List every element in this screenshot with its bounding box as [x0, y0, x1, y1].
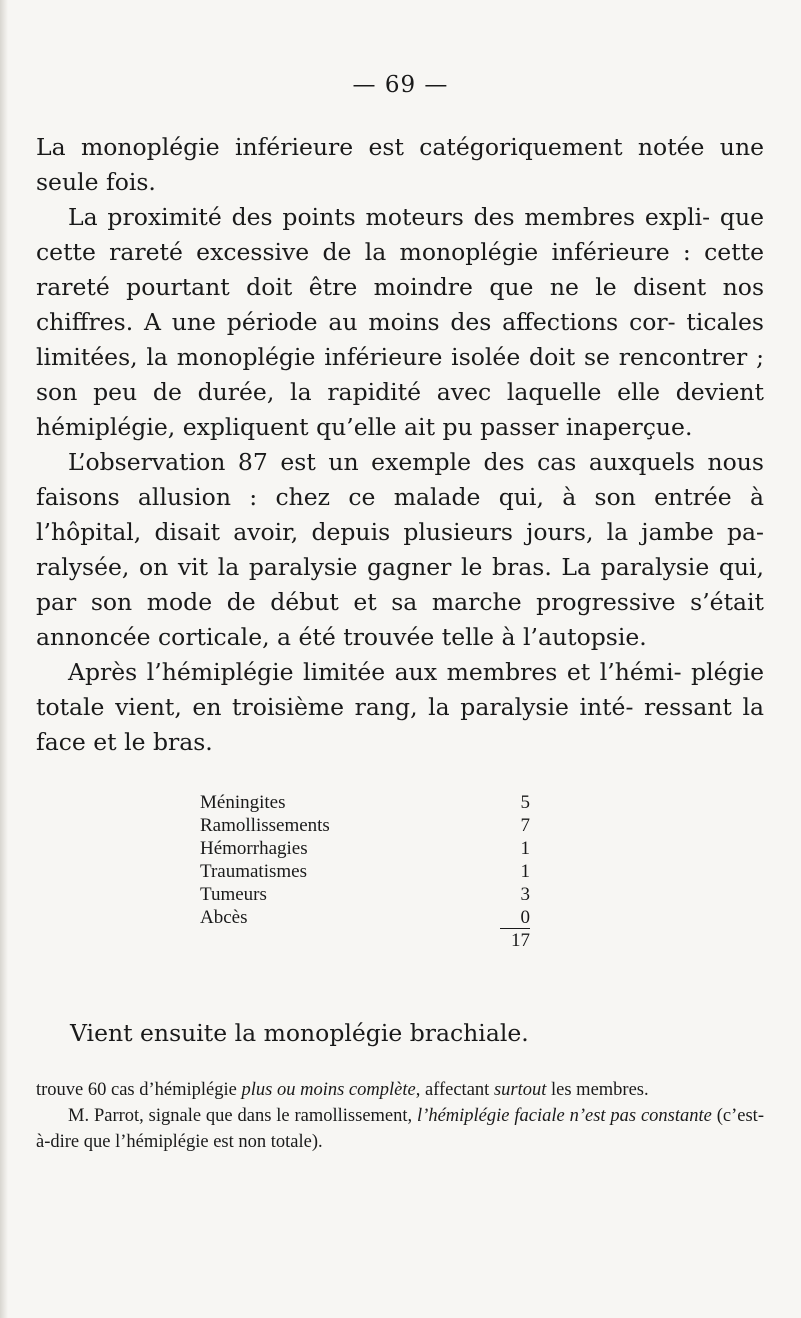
table-row: [200, 906, 530, 929]
footnote: [36, 1077, 764, 1155]
paragraph: L’observation 87 est un exemple des cas auxquels nous faisons allusion : chez ce malade qui, à son entrée à l’hôpital, disait avoir, depuis plusieurs jours, la jambe pa- ralysée, on vit la paralysie gagner le bras. La paralysie qui, par son mode de début et sa marche progressive s’était annoncée corticale, a été trouvée telle à l’autopsie.: [36, 448, 764, 651]
cause-statistics-table: [200, 791, 530, 952]
conclusion-line: Vient ensuite la monoplégie brachiale.: [70, 1019, 529, 1047]
row-label: Ramollissements: [200, 815, 330, 836]
page-edge-shadow: [0, 0, 8, 1318]
footnote-line: [36, 1077, 764, 1103]
row-label: Hémorrhagies: [200, 838, 308, 859]
row-value: 0: [500, 906, 530, 929]
footnote-emphasis: l’hémiplégie faciale n’est pas constante: [417, 1106, 712, 1126]
table-row: [200, 814, 530, 837]
row-label: Abcès: [200, 907, 248, 928]
footnote-text: les membres.: [546, 1080, 649, 1100]
row-value: 3: [520, 884, 530, 905]
row-label: Traumatismes: [200, 861, 307, 882]
table-total: [200, 929, 530, 952]
paragraph: La proximité des points moteurs des membres expli- que cette rareté excessive de la monoplégie inférieure : cette rareté pourtant doit être moindre que ne le disent nos chiffres. A une période au moins des affections cor- ticales limitées, la monoplégie inférieure isolée doit se rencontrer ; son peu de durée, la rapidité avec laquelle elle devient hémiplégie, expliquent qu’elle ait pu passer inaperçue.: [36, 203, 764, 441]
footnote-emphasis: surtout: [493, 1080, 547, 1100]
page-number: — 69 —: [352, 72, 449, 98]
footnote-text: , affectant: [415, 1080, 494, 1100]
paragraph: Après l’hémiplégie limitée aux membres et l’hémi- plégie totale vient, en troisième rang, la paralysie inté- ressant la face et le bras.: [36, 658, 764, 756]
row-label: Tumeurs: [200, 884, 267, 905]
paragraph: La monoplégie inférieure est catégoriquement notée une seule fois.: [36, 133, 764, 196]
footnote-text: (c’est-à-dire que l’hémiplégie est non totale).: [36, 1106, 764, 1152]
footnote-emphasis: plus ou moins complète: [241, 1080, 416, 1100]
row-value: 5: [520, 792, 530, 813]
row-value: 1: [520, 838, 530, 859]
body-text: [36, 130, 764, 760]
table-row: [200, 837, 530, 860]
row-value: 1: [520, 861, 530, 882]
footnote-text: trouve 60 cas d’hémiplégie: [36, 1080, 242, 1100]
table-row: [200, 791, 530, 814]
footnote-line: [36, 1103, 764, 1155]
total-value: 17: [511, 930, 530, 951]
footnote-text: M. Parrot, signale que dans le ramollissement,: [68, 1106, 418, 1126]
table-row: [200, 860, 530, 883]
row-value: 7: [520, 815, 530, 836]
row-label: Méningites: [200, 792, 286, 813]
table-row: [200, 883, 530, 906]
